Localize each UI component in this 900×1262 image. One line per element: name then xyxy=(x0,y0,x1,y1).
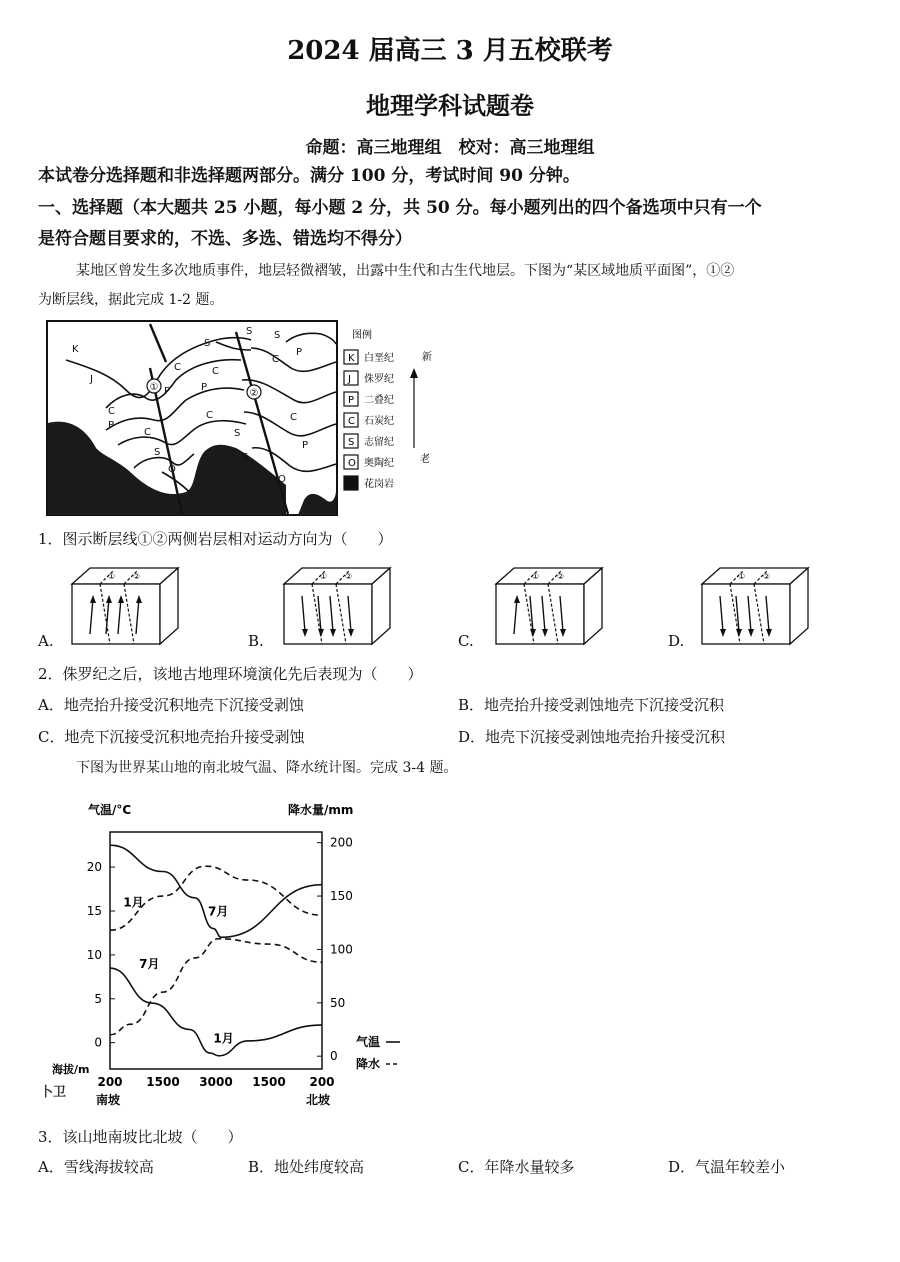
curve-label: 1月 xyxy=(123,895,144,910)
svg-text:P: P xyxy=(108,420,115,431)
svg-text:S: S xyxy=(274,330,281,341)
legend-swatch xyxy=(344,371,358,385)
q3-option-d[interactable]: D．气温年较差小 xyxy=(668,1158,786,1176)
x-tick-label: 3000 xyxy=(199,1075,233,1089)
south-slope-label: 南坡 xyxy=(96,1093,121,1107)
q1-option-b[interactable]: B. xyxy=(248,632,264,650)
legend-code: O xyxy=(348,458,356,469)
svg-text:P: P xyxy=(296,347,303,358)
q2-option-d[interactable]: D．地壳下沉接受剥蚀地壳抬升接受沉积 xyxy=(458,728,726,746)
legend-title: 图例 xyxy=(352,330,372,341)
arrow-new-label: 新 xyxy=(422,352,432,363)
curve-label: 7月 xyxy=(139,957,160,972)
svg-text:C: C xyxy=(108,406,115,417)
svg-text:①: ① xyxy=(532,572,540,581)
left-tick-label: 0 xyxy=(94,1035,102,1050)
svg-text:P: P xyxy=(164,386,171,397)
q1-option-a[interactable]: A. xyxy=(38,632,54,650)
x-tick-label: 1500 xyxy=(146,1075,180,1089)
q1-option-d[interactable]: D. xyxy=(668,632,685,650)
north-slope-label: 北坡 xyxy=(306,1093,331,1107)
passage1-line2: 为断层线，据此完成 1-2 题。 xyxy=(38,292,224,308)
geologic-map xyxy=(46,320,436,516)
legend-label: 志留纪 xyxy=(364,437,394,448)
svg-text:O: O xyxy=(168,464,176,475)
q1-block-diagram-d xyxy=(700,566,812,648)
svg-text:①: ① xyxy=(738,572,746,581)
climate-chart xyxy=(40,790,400,1120)
legend-code: S xyxy=(348,437,355,448)
map-legend xyxy=(344,350,394,490)
legend-code: P xyxy=(348,395,355,406)
legend-label: 奥陶纪 xyxy=(364,458,394,469)
q3-stem: 3．该山地南坡比北坡（ ） xyxy=(38,1128,243,1146)
legend-label: 石炭纪 xyxy=(364,416,394,427)
svg-text:K: K xyxy=(72,344,79,355)
left-tick-label: 20 xyxy=(86,860,102,875)
subject-title: 地理学科试题卷 xyxy=(366,91,534,120)
legend-precip-label: 降水 xyxy=(356,1057,381,1071)
svg-text:①: ① xyxy=(320,572,328,581)
x-tick-label: 1500 xyxy=(252,1075,286,1089)
curve-label: 1月 xyxy=(213,1031,234,1046)
legend-label: 白垩纪 xyxy=(364,353,394,364)
x-tick-label: 200 xyxy=(309,1075,335,1089)
svg-text:①: ① xyxy=(108,572,116,581)
q2-option-a[interactable]: A．地壳抬升接受沉积地壳下沉接受剥蚀 xyxy=(38,696,304,714)
svg-text:S: S xyxy=(154,447,161,458)
svg-text:②: ② xyxy=(557,572,565,581)
arrow-old-label: 老 xyxy=(420,454,430,465)
q1-block-diagram-b xyxy=(282,566,394,648)
passage1-line1: 某地区曾发生多次地质事件，地层轻微褶皱，出露中生代和古生代地层。下图为“某区域地质平面图”，①② xyxy=(76,263,735,279)
left-tick-label: 5 xyxy=(94,991,102,1006)
legend-code: J xyxy=(348,374,351,385)
q1-block-diagram-c xyxy=(494,566,606,648)
corner-mark: 卜卫 xyxy=(40,1085,67,1100)
q3-option-c[interactable]: C．年降水量较多 xyxy=(458,1158,575,1176)
svg-text:C: C xyxy=(206,410,213,421)
svg-text:S: S xyxy=(234,428,241,439)
svg-text:C: C xyxy=(174,362,181,373)
svg-text:S: S xyxy=(246,326,253,337)
svg-text:②: ② xyxy=(763,572,771,581)
left-tick-label: 15 xyxy=(86,904,102,918)
right-tick-label: 50 xyxy=(330,995,346,1010)
exam-title: 2024 届高三 3 月五校联考 xyxy=(287,36,613,66)
credit-line: 命题：高三地理组 校对：高三地理组 xyxy=(305,138,595,158)
passage2: 下图为世界某山地的南北坡气温、降水统计图。完成 3-4 题。 xyxy=(76,760,458,776)
svg-text:P: P xyxy=(302,440,309,451)
svg-text:P: P xyxy=(201,382,208,393)
svg-text:C: C xyxy=(272,354,279,365)
svg-text:C: C xyxy=(290,412,297,423)
legend-label: 花岗岩 xyxy=(364,479,394,490)
right-axis-label: 降水量/mm xyxy=(288,803,354,817)
q2-stem: 2．侏罗纪之后，该地古地理环境演化先后表现为（ ） xyxy=(38,665,423,683)
q2-option-c[interactable]: C．地壳下沉接受沉积地壳抬升接受剥蚀 xyxy=(38,728,305,746)
q1-stem: 1．图示断层线①②两侧岩层相对运动方向为（ ） xyxy=(38,530,393,548)
right-tick-label: 150 xyxy=(330,889,353,904)
legend-label: 二叠纪 xyxy=(364,395,394,406)
left-axis-label: 气温/°C xyxy=(88,803,132,817)
svg-text:J: J xyxy=(90,374,93,385)
legend-temp-label: 气温 xyxy=(356,1035,381,1049)
svg-text:C: C xyxy=(144,427,151,438)
svg-text:②: ② xyxy=(249,388,259,399)
right-tick-label: 200 xyxy=(330,835,353,850)
legend-code: C xyxy=(348,416,355,427)
legend-code: K xyxy=(348,353,355,364)
svg-text:②: ② xyxy=(345,572,353,581)
svg-text:S: S xyxy=(242,452,249,463)
q1-block-diagram-a xyxy=(70,566,182,648)
series-temp-0 xyxy=(110,845,322,937)
q3-option-a[interactable]: A．雪线海拔较高 xyxy=(38,1158,154,1176)
svg-text:C: C xyxy=(212,366,219,377)
svg-text:②: ② xyxy=(133,572,141,581)
curve-label: 7月 xyxy=(208,904,229,919)
x-axis-label: 海拔/m xyxy=(52,1063,90,1076)
right-tick-label: 100 xyxy=(330,942,353,957)
legend-swatch xyxy=(344,476,358,490)
svg-text:①: ① xyxy=(149,382,159,393)
section-one-line1: 一、选择题（本大题共 25 小题，每小题 2 分，共 50 分。每小题列出的四个备选项中只有一个 xyxy=(38,198,762,218)
section-one-line2: 是符合题目要求的，不选、多选、错选均不得分） xyxy=(38,229,412,249)
x-tick-label: 200 xyxy=(97,1075,123,1089)
legend-label: 侏罗纪 xyxy=(364,374,394,385)
q1-option-c[interactable]: C. xyxy=(458,632,474,650)
svg-text:O: O xyxy=(278,474,286,485)
right-tick-label: 0 xyxy=(330,1049,338,1064)
q3-option-b[interactable]: B．地处纬度较高 xyxy=(248,1158,365,1176)
svg-text:S: S xyxy=(204,338,211,349)
q2-option-b[interactable]: B．地壳抬升接受剥蚀地壳下沉接受沉积 xyxy=(458,696,725,714)
series-precip-3 xyxy=(110,939,322,1035)
exam-intro: 本试卷分选择题和非选择题两部分。满分 100 分，考试时间 90 分钟。 xyxy=(38,166,580,186)
left-tick-label: 10 xyxy=(86,947,102,962)
